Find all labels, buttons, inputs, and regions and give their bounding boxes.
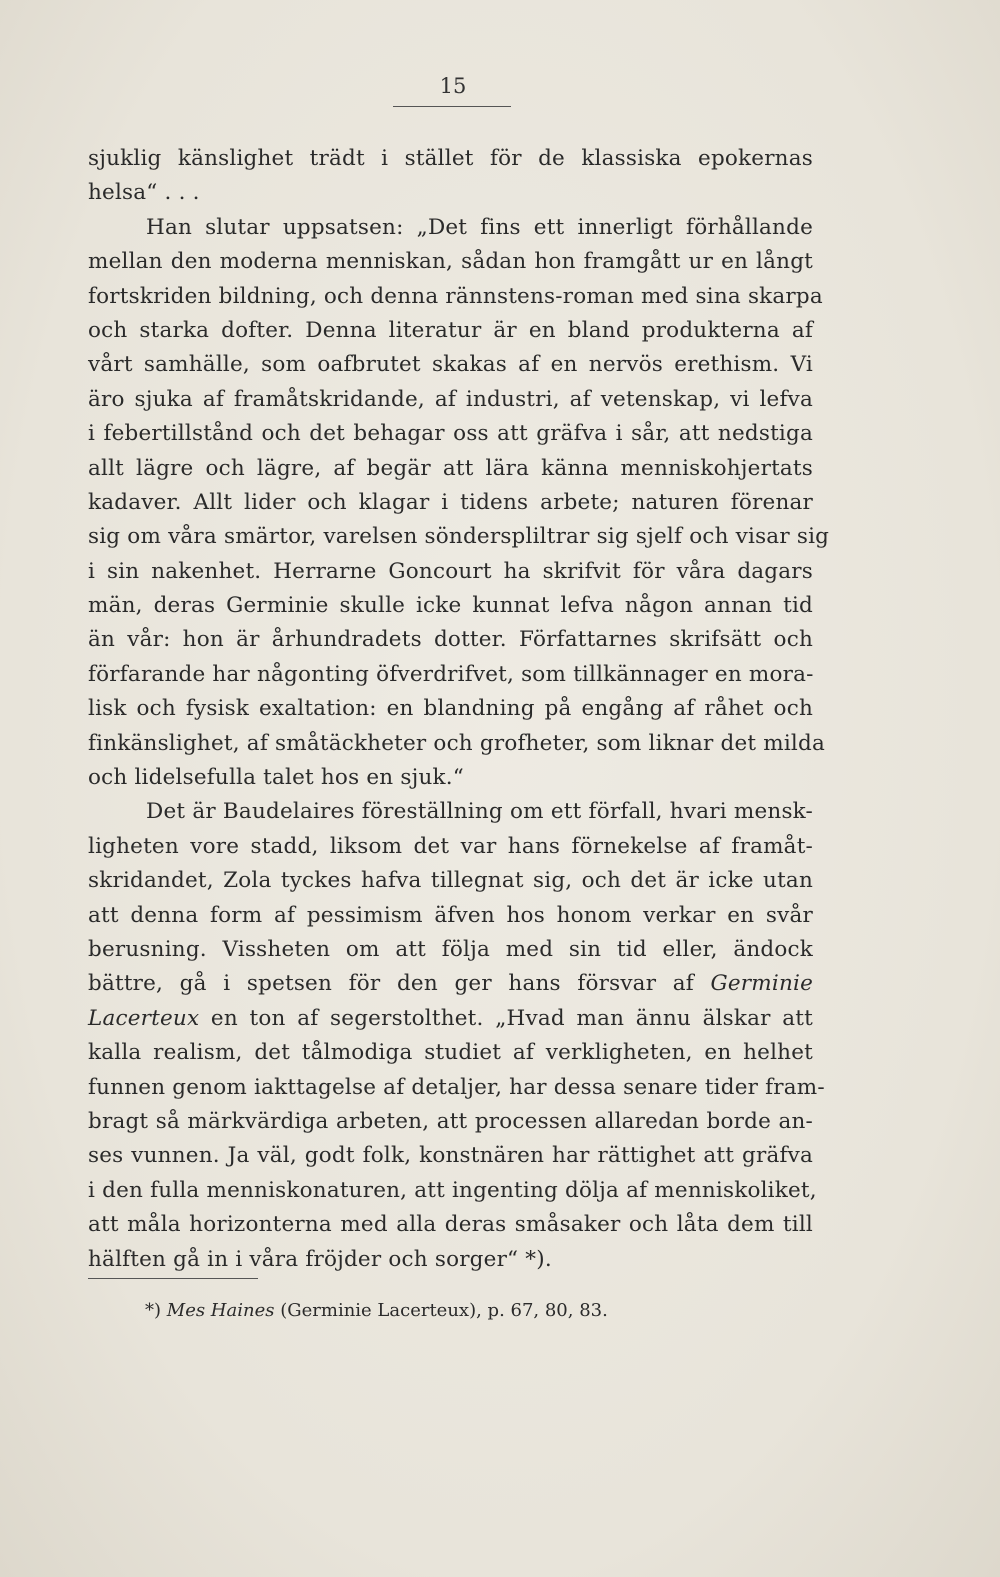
- body-text: [88, 142, 830, 1277]
- text-line: ligheten vore stadd, liksom det var hans förnekelse af framåt-: [88, 833, 813, 859]
- paragraph-3: [88, 795, 825, 1276]
- book-title: Germinie: [710, 971, 813, 997]
- page-number: 15: [439, 74, 467, 98]
- text-line: i febertillstånd och det behagar oss att gräfva i sår, att nedstiga: [88, 421, 813, 447]
- text-line: kalla realism, det tålmodiga studiet af verkligheten, en helhet: [88, 1040, 813, 1066]
- text-line: äro sjuka af framåtskridande, af industri, af vetenskap, vi lefva: [88, 386, 813, 412]
- text-line: lisk och fysisk exaltation: en blandning på engång af råhet och: [88, 696, 813, 722]
- text-line: hälften gå in i våra fröjder och sorger“ *).: [88, 1246, 552, 1272]
- text-line: berusning. Vissheten om att följa med sin tid eller, ändock: [88, 936, 813, 962]
- text-line: allt lägre och lägre, af begär att lära känna menniskohjertats: [88, 455, 813, 481]
- header-rule: [393, 106, 511, 107]
- footnote-rest: (Germinie Lacerteux), p. 67, 80, 83.: [280, 1300, 608, 1321]
- text-line: fortskriden bildning, och denna rännstens-roman med sina skarpa: [88, 283, 823, 309]
- text-line: sig om våra smärtor, varelsen sönderspliltrar sig sjelf och visar sig: [88, 524, 830, 550]
- text-line: i den fulla menniskonaturen, att ingenting dölja af menniskoliket,: [88, 1177, 817, 1203]
- text-line: och starka dofter. Denna literatur är en bland produkterna af: [88, 317, 813, 343]
- text-line: Lacerteux en ton af segerstolthet. „Hvad man ännu älskar att: [88, 1005, 813, 1031]
- text-line: helsa“ . . .: [88, 180, 200, 206]
- text-line: sjuklig känslighet trädt i stället för de klassiska epokernas: [88, 146, 813, 171]
- text-line: funnen genom iakttagelse af detaljer, har dessa senare tider fram-: [88, 1074, 825, 1100]
- paragraph-1: [88, 142, 813, 211]
- footnote-marker: *): [145, 1300, 162, 1321]
- text-line: och lidelsefulla talet hos en sjuk.“: [88, 765, 464, 791]
- text-line: mellan den moderna menniskan, sådan hon framgått ur en långt: [88, 249, 813, 275]
- text-line: vårt samhälle, som oafbrutet skakas af en nervös erethism. Vi: [88, 352, 813, 378]
- book-title: Lacerteux: [88, 1005, 200, 1031]
- text-line: än vår: hon är århundradets dotter. Författarnes skrifsätt och: [88, 627, 813, 653]
- text-line: förfarande har någonting öfverdrifvet, som tillkännager en mora-: [88, 661, 814, 687]
- text-line: att denna form af pessimism äfven hos honom verkar en svår: [88, 902, 813, 928]
- text-line: ses vunnen. Ja väl, godt folk, konstnären har rättighet att gräfva: [88, 1143, 813, 1169]
- text-line: skridandet, Zola tyckes hafva tillegnat sig, och det är icke utan: [88, 868, 813, 894]
- text-line: Det är Baudelaires föreställning om ett förfall, hvari mensk-: [146, 799, 813, 825]
- footnote-title: Mes Haines: [166, 1300, 275, 1321]
- text-line: bättre, gå i spetsen för den ger hans försvar af Germinie: [88, 971, 813, 997]
- text-line: män, deras Germinie skulle icke kunnat lefva någon annan tid: [88, 593, 813, 619]
- text-line: bragt så märkvärdiga arbeten, att processen allaredan borde an-: [88, 1108, 813, 1134]
- text-line: Han slutar uppsatsen: „Det fins ett innerligt förhållande: [146, 214, 813, 240]
- text-line: att måla horizonterna med alla deras småsaker och låta dem till: [88, 1212, 813, 1238]
- footnote: [145, 1296, 608, 1326]
- footnote-rule: [88, 1278, 258, 1279]
- text-line: finkänslighet, af småtäckheter och grofheter, som liknar det milda: [88, 730, 825, 756]
- paragraph-2: [88, 211, 830, 796]
- text-line: i sin nakenhet. Herrarne Goncourt ha skrifvit för våra dagars: [88, 558, 813, 584]
- text-line: kadaver. Allt lider och klagar i tidens arbete; naturen förenar: [88, 489, 813, 515]
